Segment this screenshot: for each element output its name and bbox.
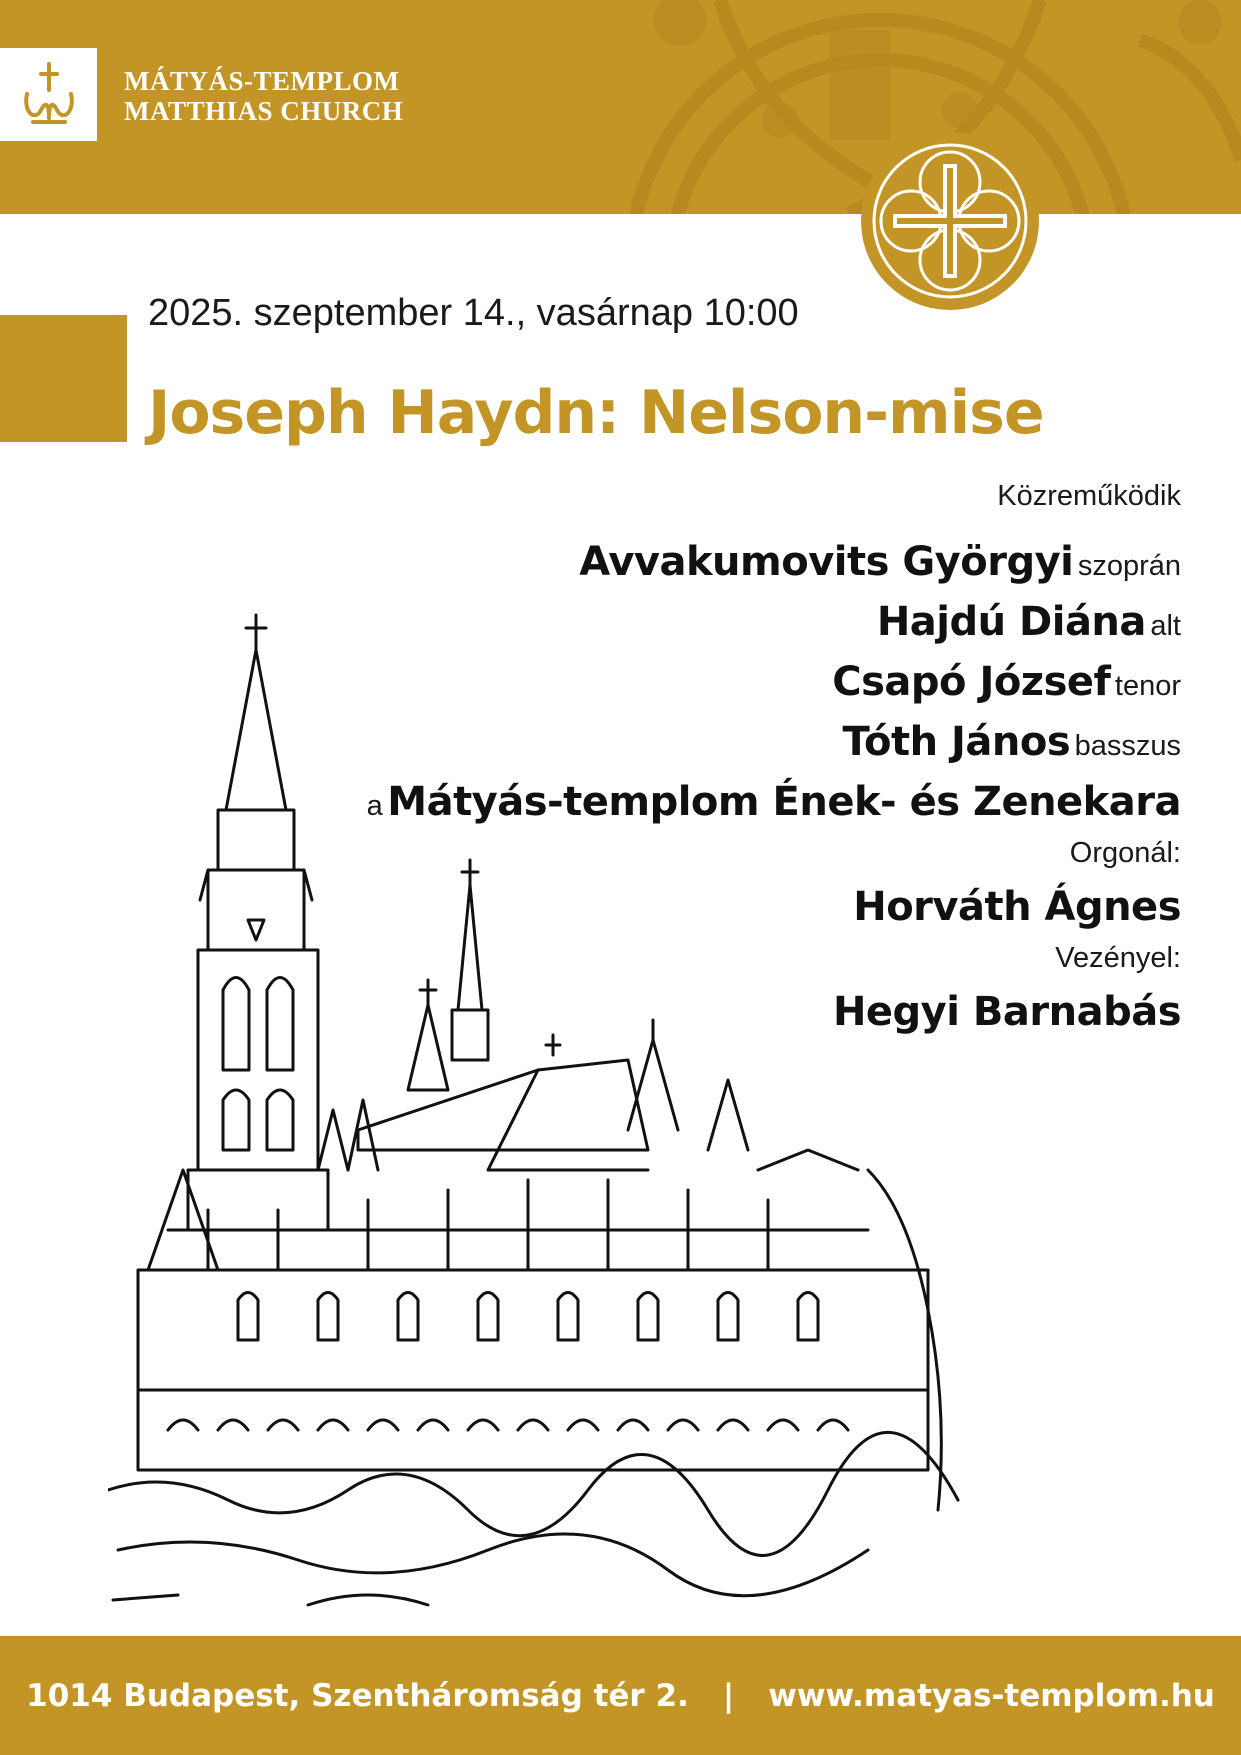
soloist-bass — [367, 719, 1181, 765]
soloist-role: basszus — [1074, 730, 1181, 762]
gothic-rose-window-cross-icon — [859, 130, 1041, 312]
intro-label: Közreműködik — [997, 480, 1181, 512]
event-date: 2025. szeptember 14., vasárnap 10:00 — [148, 292, 799, 334]
soloist-name: Csapó József — [832, 659, 1111, 705]
soloist-alto — [367, 599, 1181, 645]
logo — [0, 48, 97, 141]
soloist-role: szoprán — [1077, 550, 1181, 582]
soloist-name: Tóth János — [842, 719, 1071, 765]
address: 1014 Budapest, Szentháromság tér 2. — [26, 1677, 689, 1714]
soloist-role: tenor — [1114, 670, 1181, 702]
footer-band — [0, 1636, 1241, 1755]
ensemble-prefix: a — [366, 790, 383, 822]
soloist-role: alt — [1150, 610, 1181, 642]
organist-name: Horváth Ágnes — [853, 884, 1181, 930]
website-link[interactable]: www.matyas-templom.hu — [768, 1677, 1215, 1714]
soloist-soprano — [367, 539, 1181, 585]
event-title: Joseph Haydn: Nelson-mise — [148, 378, 1044, 448]
org-name-english: MATTHIAS CHURCH — [124, 96, 404, 126]
church-monogram-icon — [19, 60, 79, 130]
header-band — [0, 0, 1241, 214]
ensemble-line — [367, 779, 1181, 825]
conductor-name: Hegyi Barnabás — [832, 989, 1181, 1035]
soloist-name: Hajdú Diána — [876, 599, 1146, 645]
org-name-hungarian: MÁTYÁS-TEMPLOM — [124, 66, 400, 96]
organization-name — [124, 66, 403, 126]
conductor-label: Vezényel: — [1055, 942, 1181, 974]
soloist-tenor — [367, 659, 1181, 705]
organ-label: Orgonál: — [1069, 837, 1181, 869]
soloist-name: Avvakumovits Györgyi — [579, 539, 1074, 585]
accent-square — [0, 315, 127, 442]
performers-list — [367, 480, 1181, 1035]
footer-separator: | — [722, 1677, 735, 1714]
ensemble-name: Mátyás-templom Ének- és Zenekara — [387, 779, 1181, 825]
